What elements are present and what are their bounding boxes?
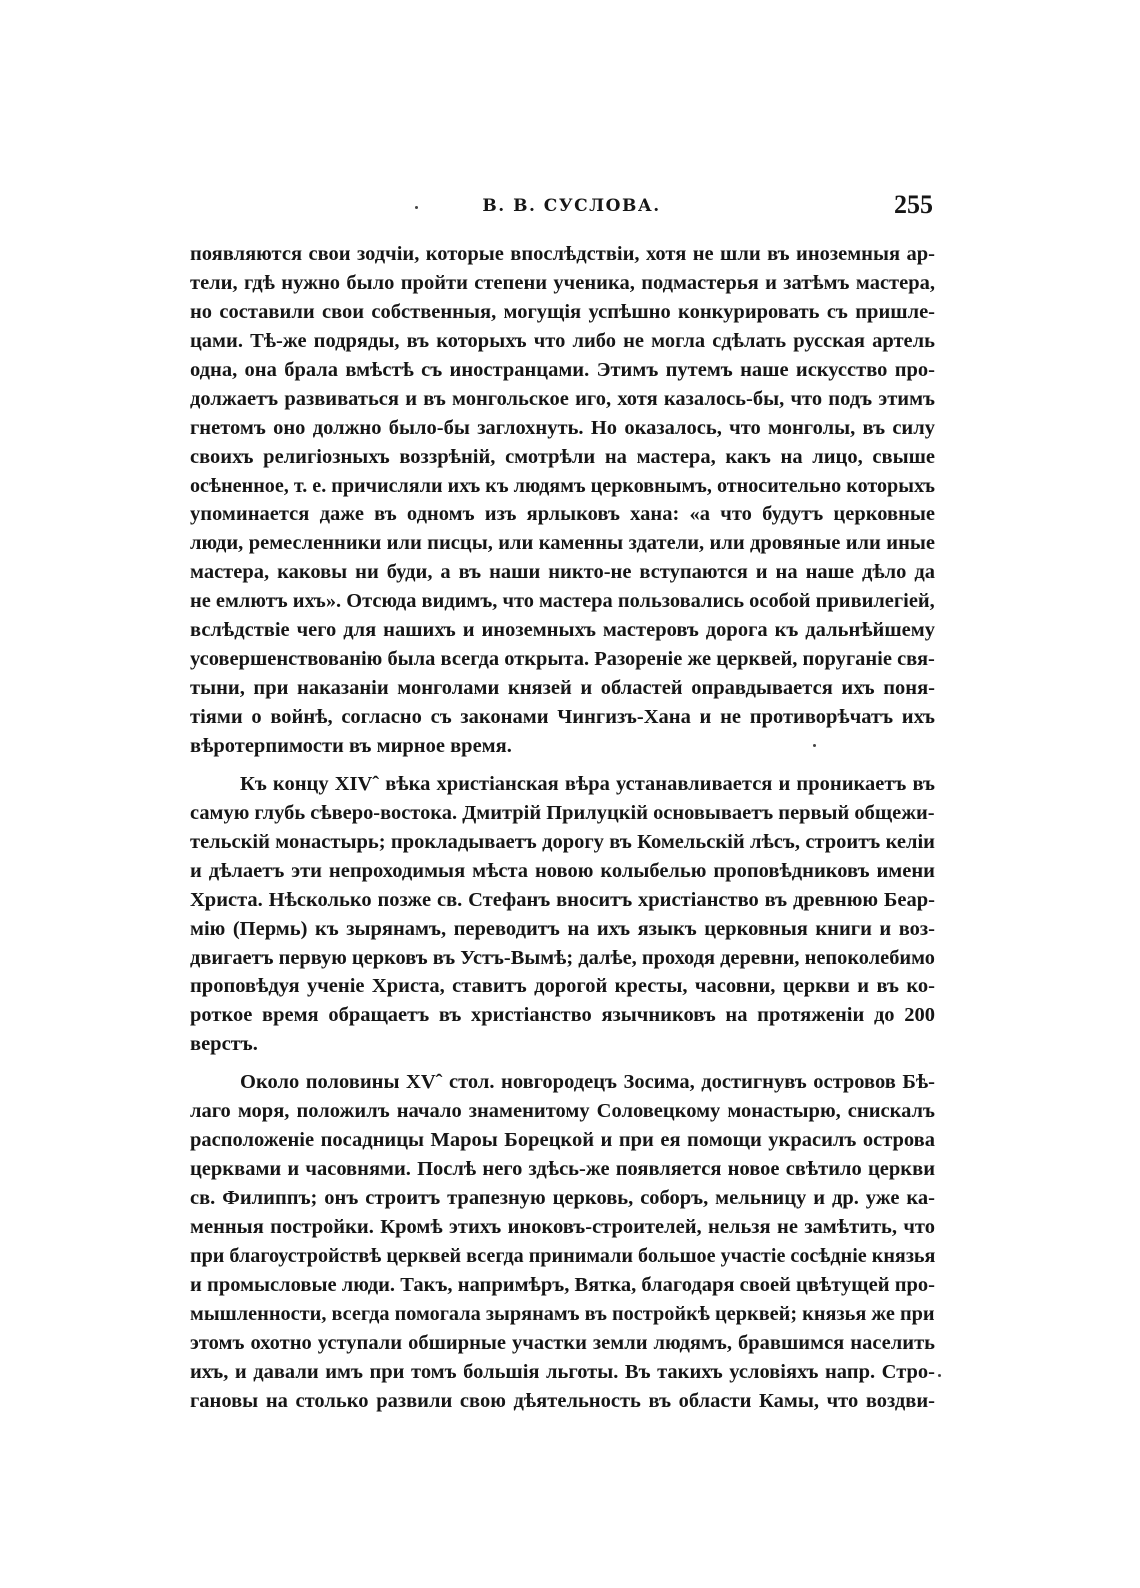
text-line: гнетомъ оно должно было-бы заглохнуть. Но оказалось, что монголы, въ силу	[190, 416, 935, 439]
text-line: верстъ.	[190, 1033, 258, 1056]
text-line: Около половины XVˆ стол. новгородецъ Зосима, достигнувъ островов Бѣ-	[240, 1071, 935, 1094]
text-line: тыни, при наказанiи монголами князей и областей оправдывается ихъ поня-	[190, 677, 935, 700]
text-line: менныя постройки. Кромѣ этихъ иноковъ-строителей, нельзя не замѣтить, что	[190, 1215, 935, 1238]
text-line: церквами и часовнями. Послѣ него здѣсь-же появляется новое свѣтило церкви	[190, 1158, 935, 1181]
text-line: усовершенствованiю была всегда открыта. Разоренiе же церквей, поруганiе свя-	[190, 648, 935, 671]
body-text	[190, 240, 935, 1416]
text-line: этомъ охотно уступали обширные участки земли людямъ, бравшимся населить	[190, 1331, 935, 1354]
text-line: своихъ религiозныхъ воззрѣнiй, смотрѣли на мастера, какъ на лицо, свыше	[190, 445, 935, 468]
text-line: и дѣлаетъ эти непроходимыя мѣста новою колыбелью проповѣдниковъ имени	[190, 859, 935, 882]
text-line: вѣротерпимости въ мирное время.	[190, 734, 512, 757]
text-line: св. Филиппъ; онъ строитъ трапезную церковь, соборъ, мельницу и др. уже ка-	[190, 1187, 935, 1209]
text-line: тельскiй монастырь; прокладываетъ дорогу въ Комельскiй лѣсъ, строитъ келiи	[190, 830, 935, 853]
text-line: упоминается даже въ одномъ изъ ярлыковъ хана: «а что будутъ церковные	[190, 503, 935, 526]
text-line: проповѣдуя ученiе Христа, ставитъ дорогой кресты, часовни, церкви и въ ко-	[190, 975, 935, 998]
print-speck	[415, 206, 418, 209]
text-line: осѣненное, т. е. причисляли ихъ къ людямъ церковнымъ, относительно которыхъ	[190, 474, 935, 497]
text-line: появляются свои зодчiи, которые впослѣдствiи, хотя не шли въ иноземныя ар-	[190, 243, 935, 265]
text-line: мiю (Пермь) къ зырянамъ, переводитъ на ихъ языкъ церковныя книги и воз-	[190, 917, 935, 940]
running-header	[190, 190, 935, 224]
page-number: 255	[894, 190, 933, 219]
text-line: тiями о войнѣ, согласно съ законами Чингизъ-Хана и не противорѣчатъ ихъ	[190, 706, 935, 728]
paragraph-3	[190, 1068, 935, 1415]
text-line: одна, она брала вмѣстѣ съ иностранцами. Этимъ путемъ наше искусство про-	[190, 358, 935, 381]
header-author: В. В. СУСЛОВА.	[482, 196, 661, 216]
paragraph-gap	[190, 761, 935, 770]
paragraph-1	[190, 240, 935, 761]
text-line: роткое время обращаетъ въ христiанство язычниковъ на протяженiи до 200	[190, 1004, 935, 1027]
text-line: Христа. Нѣсколько позже св. Стефанъ вноситъ христiанство въ древнюю Беар-	[190, 888, 935, 911]
text-line: ихъ, и давали имъ при томъ большiя льготы. Въ такихъ условiяхъ напр. Стро-	[190, 1360, 935, 1383]
text-line: самую глубь сѣверо-востока. Дмитрiй Прилуцкiй основываетъ первый общежи-	[190, 801, 935, 824]
text-line: гановы на столько развили свою дѣятельность въ области Камы, что воздви-	[190, 1389, 935, 1412]
text-line: мышленности, всегда помогала зырянамъ въ постройкѣ церквей; князья же при	[190, 1302, 935, 1325]
text-line: мастера, каковы ни буди, а въ наши никто-не вступаются и на наше дѣло да	[190, 561, 935, 584]
text-line: расположенiе посадницы Мароы Борецкой и при ея помощи украсилъ острова	[190, 1129, 935, 1152]
text-line: цами. Тѣ-же подряды, въ которыхъ что либо не могла сдѣлать русская артель	[190, 329, 935, 352]
text-line: люди, ремесленники или писцы, или каменны здатели, или дровяные или иные	[190, 532, 935, 555]
text-line: тели, гдѣ нужно было пройти степени ученика, подмастерья и затѣмъ мастера,	[190, 271, 935, 294]
paragraph-2	[190, 770, 935, 1059]
text-line: лаго моря, положилъ начало знаменитому Соловецкому монастырю, снискалъ	[190, 1100, 935, 1123]
text-line: вслѣдствiе чего для нашихъ и иноземныхъ мастеровъ дорога къ дальнѣйшему	[190, 619, 935, 642]
text-line: не емлютъ ихъ». Отсюда видимъ, что мастера пользовались особой привилегiей,	[190, 590, 935, 613]
text-line: при благоустройствѣ церквей всегда принимали большое участiе сосѣднiе князья	[190, 1244, 936, 1267]
text-line: должаетъ развиваться и въ монгольское иго, хотя казалось-бы, что подъ этимъ	[190, 387, 935, 410]
print-speck	[938, 1374, 941, 1377]
text-line: и промысловые люди. Такъ, напримѣръ, Вятка, благодаря своей цвѣтущей про-	[190, 1273, 935, 1296]
text-line: Къ концу XIVˆ вѣка христiанская вѣра устанавливается и проникаетъ въ	[240, 772, 935, 795]
text-line: но составили свои собственныя, могущiя успѣшно конкурировать съ пришле-	[190, 300, 935, 323]
paragraph-gap	[190, 1059, 935, 1068]
text-line: двигаетъ первую церковъ въ Устъ-Вымѣ; далѣе, проходя деревни, непоколебимо	[190, 946, 935, 969]
